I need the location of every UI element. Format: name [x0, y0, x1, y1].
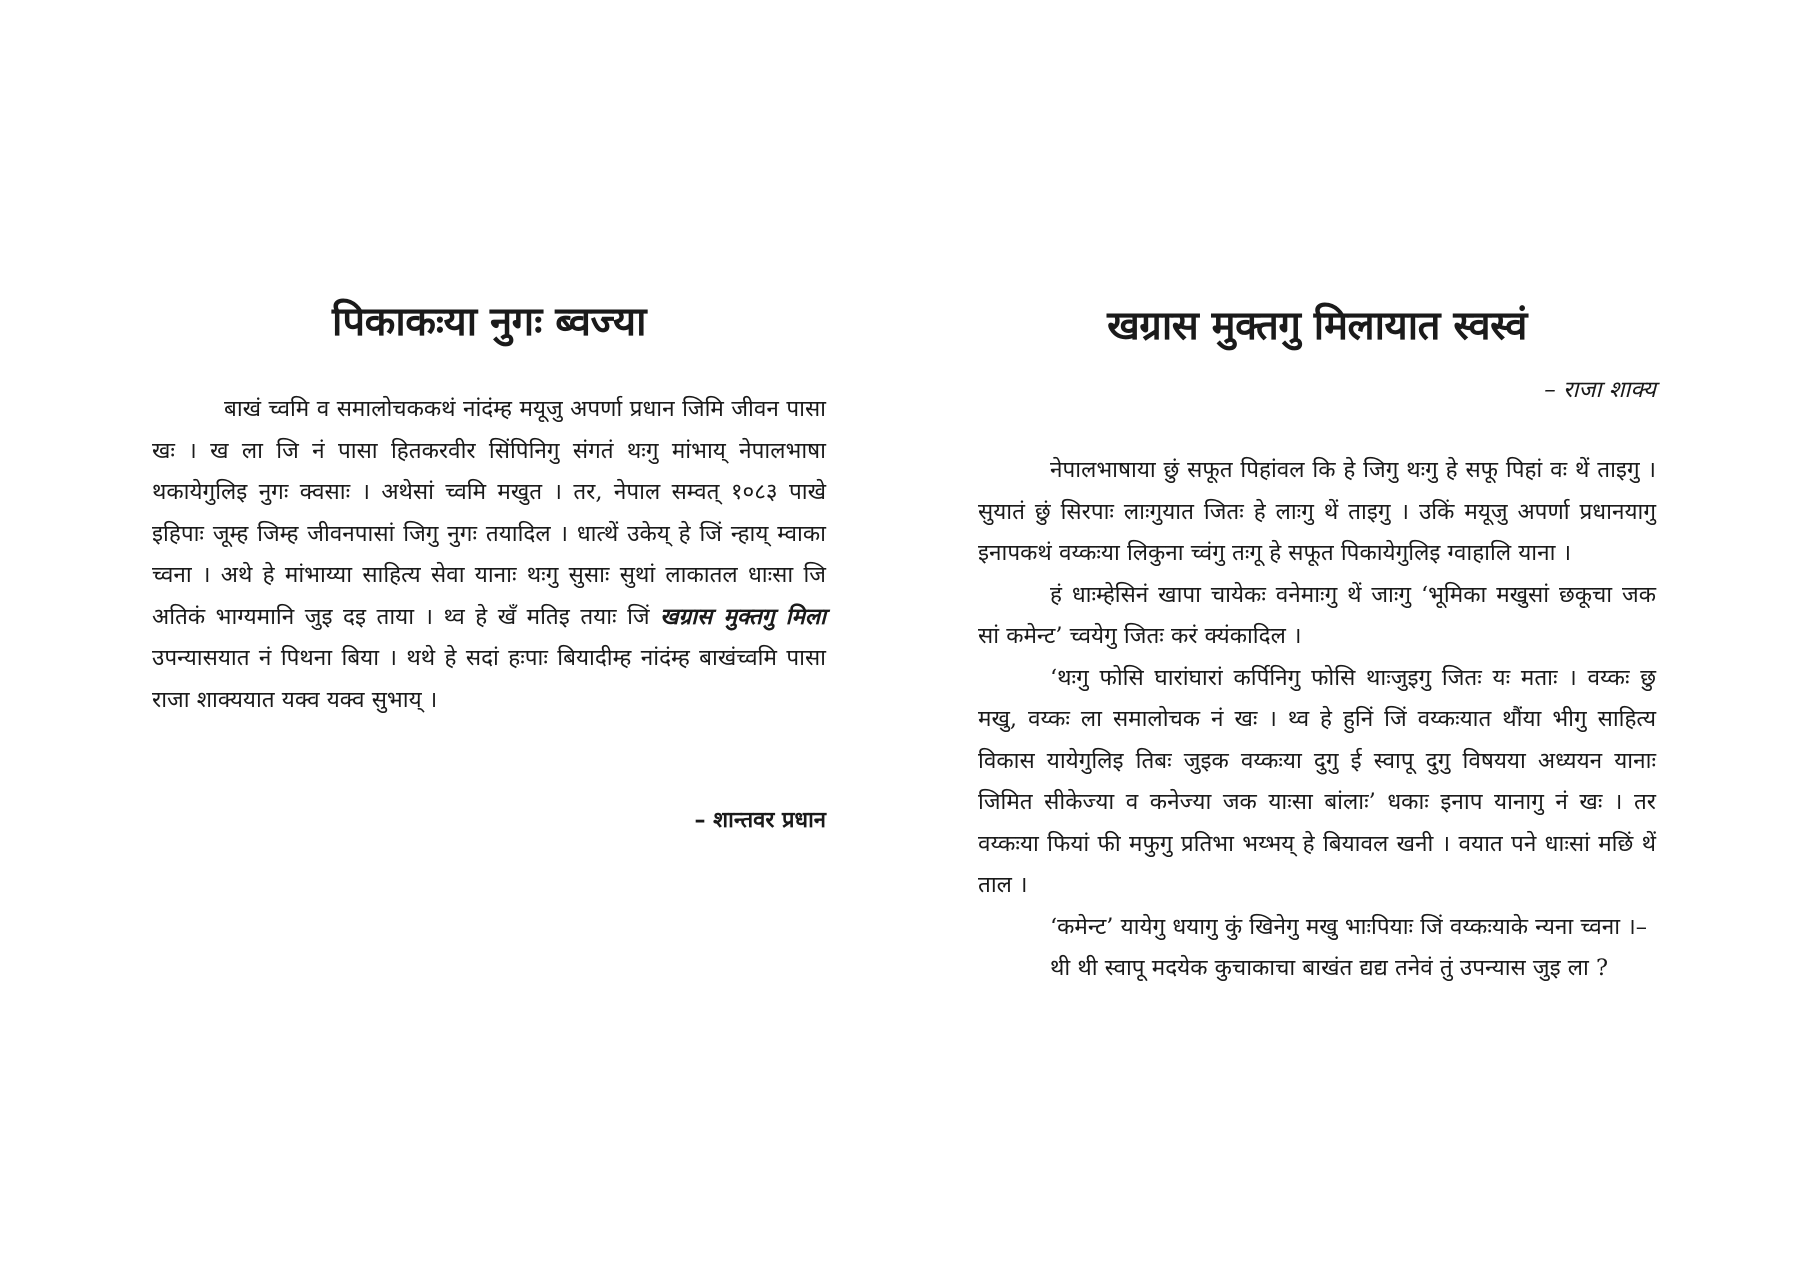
- signature: – शान्तवर प्रधान: [694, 808, 826, 833]
- right-page-title: खग्रास मुक्तगु मिलायात स्वस्वं: [1107, 303, 1527, 349]
- body-paragraph-1: नेपालभाषाया छुं सफूत पिहांवल कि हे जिगु थःगु हे सफू पिहां वः थें ताइगु । सुयातं छुं सिरपाः लाःगुयात जितः हे लाःगु थें ताइगु । उकिं मयूजु अपर्णा प्रधानयागु इनापकथं वय्कःया लिकुना च्वंगु तःगू हे सफूत पिकायेगुलिइ ग्वाहालि याना ।: [978, 457, 1656, 566]
- body-paragraph-2: हं धाःम्हेसिनं खापा चायेकः वनेमाःगु थें जाःगु ‘भूमिका मखुसां छकूचा जक सां कमेन्ट’ च्वयेगु जितः करं क्यंकादिल ।: [978, 581, 1656, 649]
- body-paragraph-3: ‘थःगु फोसि घारांघारां कर्पिनिगु फोसि थाःजुइगु जितः यः मताः । वय्कः छु मखु, वय्कः ला समालोचक नं खः । थ्व हे हुनिं जिं वय्कःयात थौंया भीगु साहित्य विकास यायेगुलिइ तिबः जुइक वय्कःया दुगु ई स्वापू दुगु विषयया अध्ययन यानाः जिमित सीकेज्या व कनेज्या जक याःसा बांलाः’ धकाः इनाप यानागु नं खः । तर वय्कःया फियां फी मफुगु प्रतिभा भय्भय् हे बियावल खनी । वयात पने धाःसां मछिं थें ताल ।: [978, 664, 1656, 898]
- author-byline: – राजा शाक्य: [1544, 377, 1656, 403]
- left-page-title: पिकाकःया नुगः ब्वज्या: [332, 299, 646, 345]
- right-page-body: [978, 450, 1656, 990]
- right-page: [978, 0, 1656, 1272]
- book-title-emphasis: खग्रास मुक्तगु मिला: [660, 603, 827, 630]
- paragraph-text-before: बाखं च्वमि व समालोचककथं नांदंम्ह मयूजु अपर्णा प्रधान जिमि जीवन पासा खः । ख ला जि नं पासा हितकरवीर सिंपिनिगु संगतं थःगु मांभाय् नेपालभाषा थकायेगुलिइ नुगः क्वसाः । अथेसां च्वमि मखुत । तर, नेपाल सम्वत् १०८३ पाखे इहिपाः जूम्ह जिम्ह जीवनपासां जिगु नुगः तयादिल । धात्थें उकेय् हे जिं न्हाय् म्वाका च्वना । अथे हे मांभाय्या साहित्य सेवा यानाः थःगु सुसाः सुथां लाकातल धाःसा जि अतिकं भाग्यमानि जुइ दइ ताया । थ्व हे खँ मतिइ तयाः जिं: [152, 396, 826, 630]
- left-page: [152, 0, 826, 1272]
- left-page-body: [152, 389, 826, 721]
- body-paragraph-4: ‘कमेन्ट’ यायेगु धयागु कुं खिनेगु मखु भाःपियाः जिं वय्कःयाके न्यना च्वना ।–: [1050, 913, 1648, 940]
- body-paragraph-5: थी थी स्वापू मदयेक कुचाकाचा बाखंत द्यद्य तनेवं तुं उपन्यास जुइ ला ?: [1050, 955, 1609, 981]
- paragraph-text-after: उपन्यासयात नं पिथना बिया । थथे हे सदां हःपाः बियादीम्ह नांदंम्ह बाखंच्वमि पासा राजा शाक्ययात यक्व यक्व सुभाय् ।: [152, 645, 826, 713]
- left-page-paragraph: [152, 389, 826, 721]
